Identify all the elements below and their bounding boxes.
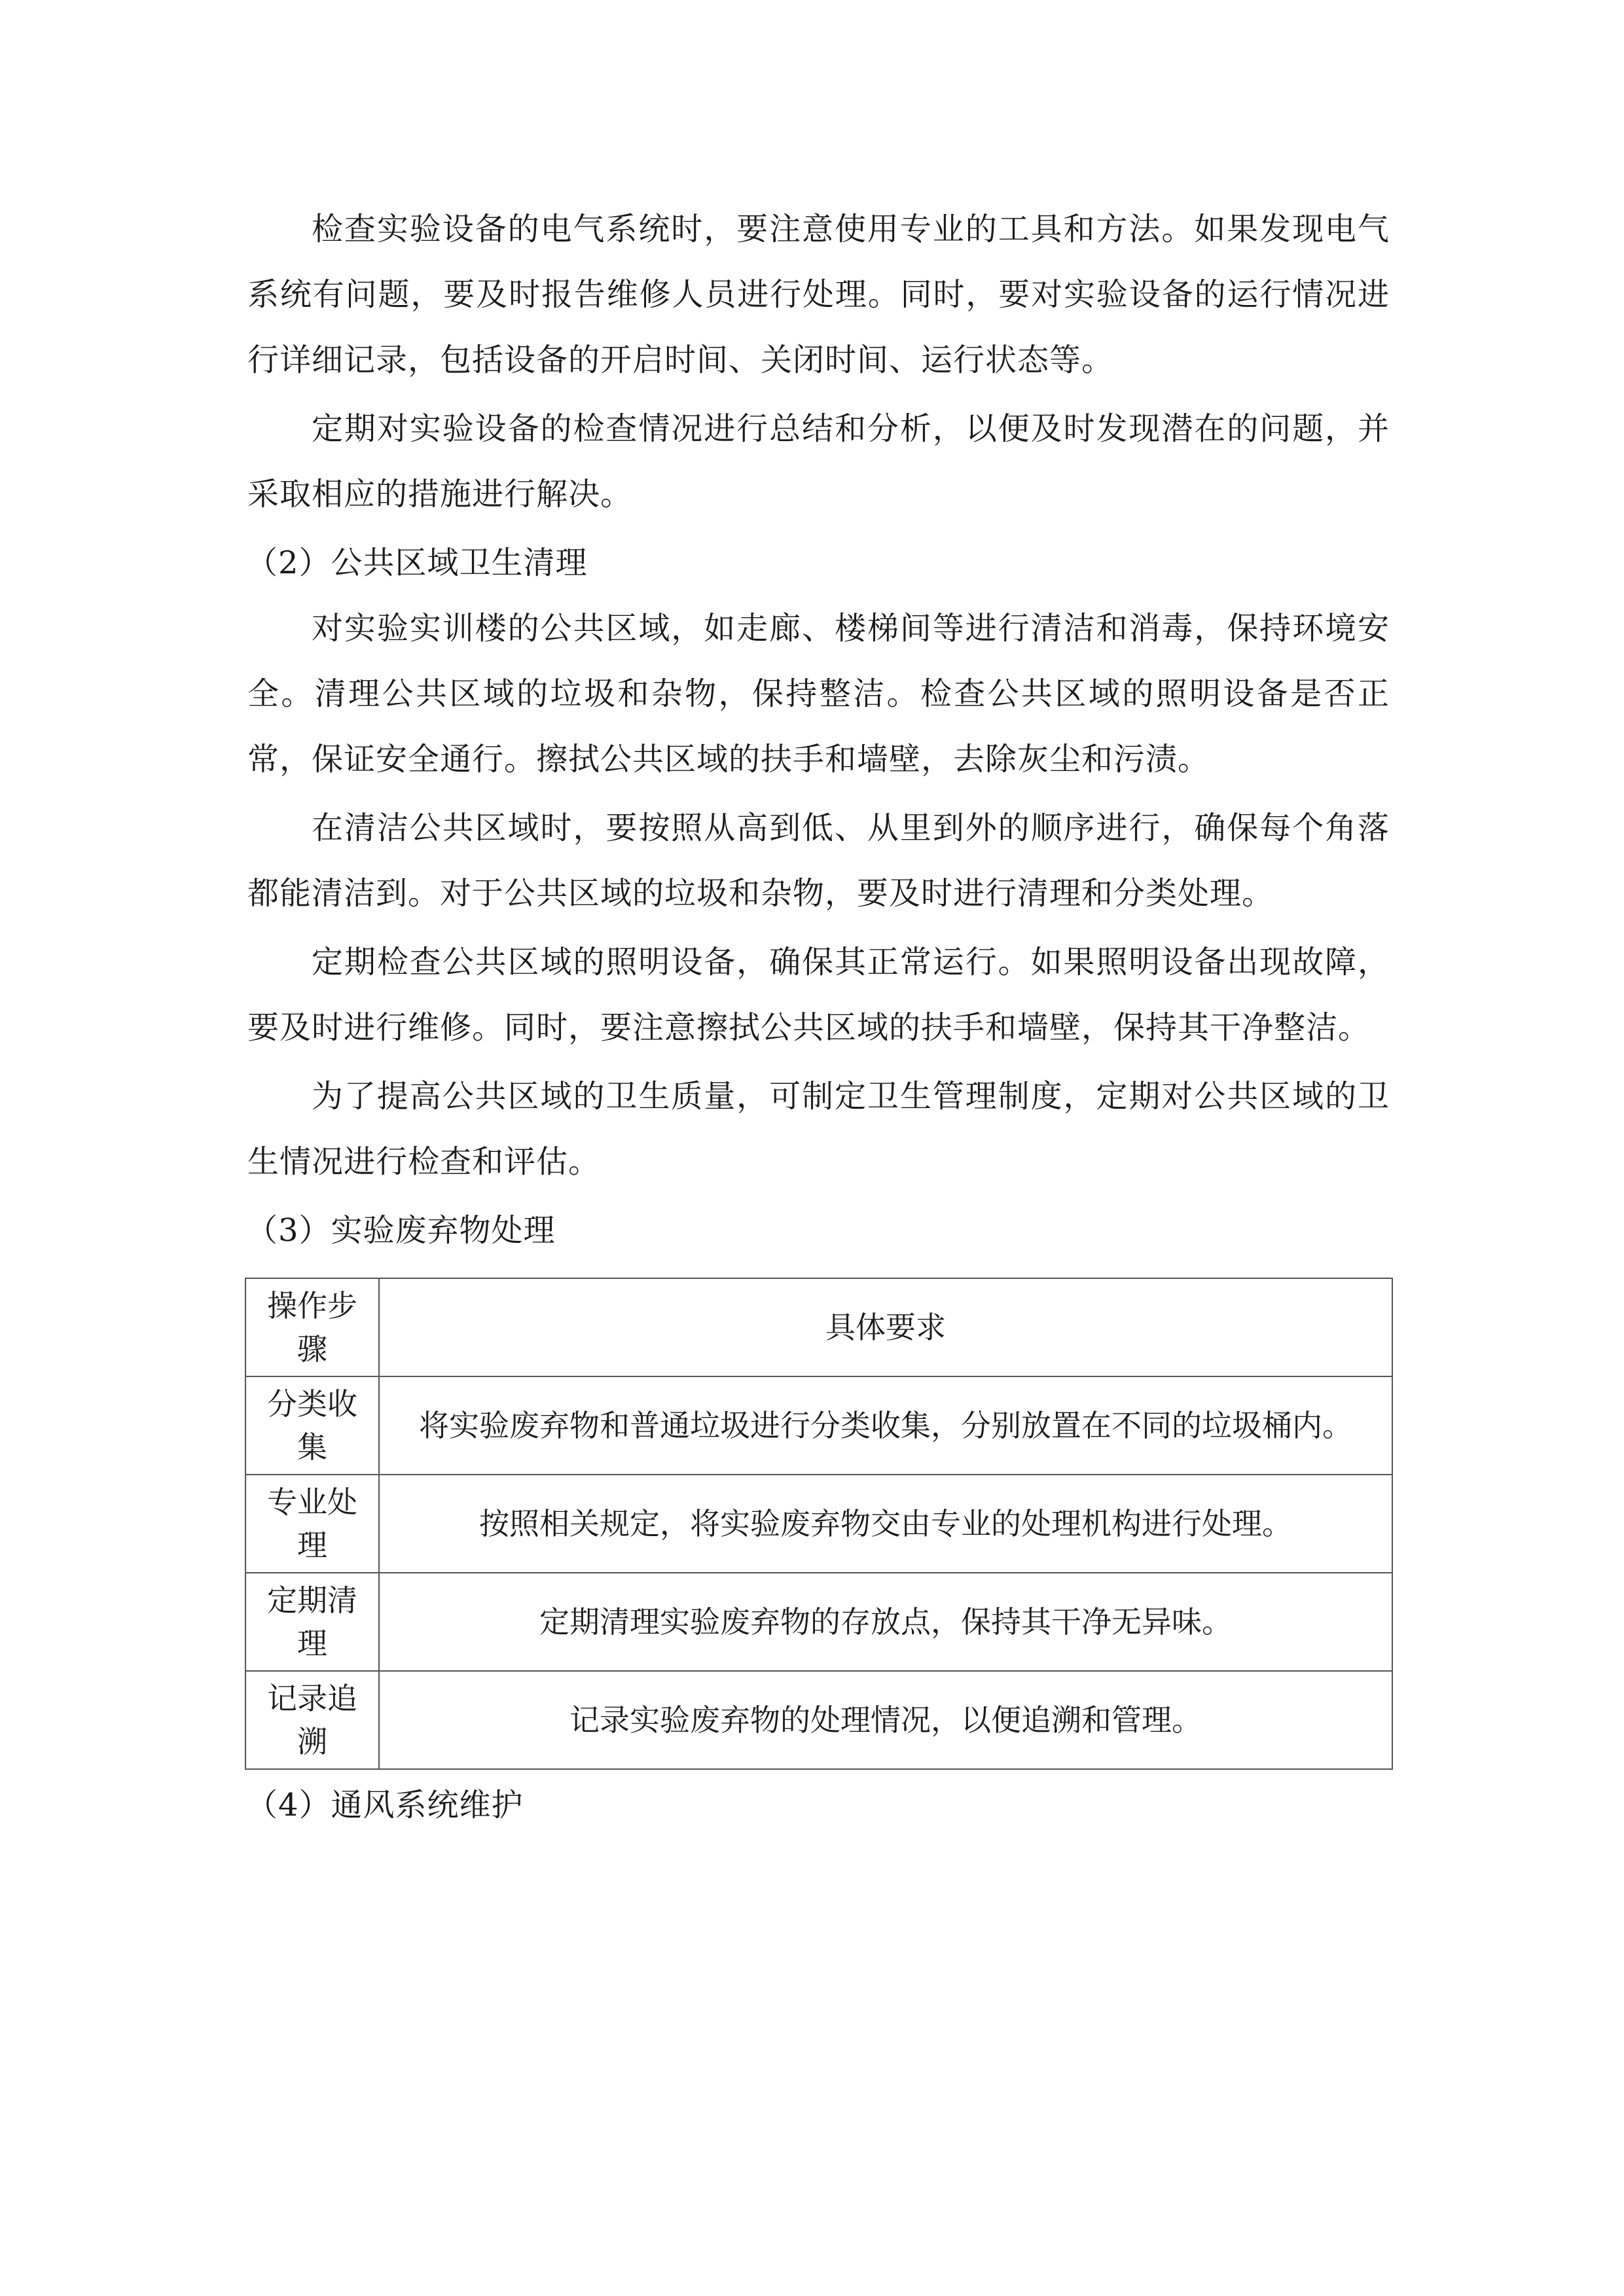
table-cell-requirement: 按照相关规定，将实验废弃物交由专业的处理机构进行处理。 xyxy=(379,1475,1392,1573)
section-heading-public-area: （2）公共区域卫生清理 xyxy=(246,545,588,581)
paragraph-public-area-cleaning: 对实验实训楼的公共区域，如走廊、楼梯间等进行清洁和消毒，保持环境安全。清理公共区域的垃圾和杂物，保持整洁。检查公共区域的照明设备是否正常，保证安全通行。擦拭公共区域的扶手和墙壁，去除灰尘和污渍。 xyxy=(247,610,1390,778)
table-row xyxy=(245,1671,1392,1769)
table-cell-requirement: 将实验废弃物和普通垃圾进行分类收集，分别放置在不同的垃圾桶内。 xyxy=(379,1376,1392,1475)
paragraph-hygiene-management: 为了提高公共区域的卫生质量，可制定卫生管理制度，定期对公共区域的卫生情况进行检查和评估。 xyxy=(247,1078,1390,1180)
paragraph-lighting-check: 定期检查公共区域的照明设备，确保其正常运行。如果照明设备出现故障，要及时进行维修。同时，要注意擦拭公共区域的扶手和墙壁，保持其干净整洁。 xyxy=(247,944,1390,1046)
table-cell-step: 分类收集 xyxy=(245,1376,379,1475)
table-header-row xyxy=(245,1278,1392,1376)
table-cell-step: 专业处理 xyxy=(245,1475,379,1573)
table-cell-step: 定期清理 xyxy=(245,1573,379,1671)
waste-disposal-table xyxy=(245,1278,1393,1770)
table-header-requirement: 具体要求 xyxy=(379,1278,1392,1376)
table-cell-requirement: 定期清理实验废弃物的存放点，保持其干净无异味。 xyxy=(379,1573,1392,1671)
table-header-step: 操作步骤 xyxy=(245,1278,379,1376)
paragraph-electrical-check: 检查实验设备的电气系统时，要注意使用专业的工具和方法。如果发现电气系统有问题，要及时报告维修人员进行处理。同时，要对实验设备的运行情况进行详细记录，包括设备的开启时间、关闭时间、运行状态等。 xyxy=(247,211,1390,378)
section-heading-ventilation: （4）通风系统维护 xyxy=(246,1787,524,1823)
table-row xyxy=(245,1376,1392,1475)
table-row xyxy=(245,1573,1392,1671)
document-page xyxy=(247,196,1390,1838)
paragraph-inspection-summary: 定期对实验设备的检查情况进行总结和分析，以便及时发现潜在的问题，并采取相应的措施进行解决。 xyxy=(247,410,1390,512)
section-heading-waste-disposal: （3）实验废弃物处理 xyxy=(246,1212,556,1249)
table-row xyxy=(245,1475,1392,1573)
waste-disposal-table-wrapper xyxy=(245,1278,1387,1770)
table-cell-requirement: 记录实验废弃物的处理情况，以便追溯和管理。 xyxy=(379,1671,1392,1769)
table-cell-step: 记录追溯 xyxy=(245,1671,379,1769)
paragraph-cleaning-order: 在清洁公共区域时，要按照从高到低、从里到外的顺序进行，确保每个角落都能清洁到。对于公共区域的垃圾和杂物，要及时进行清理和分类处理。 xyxy=(247,810,1390,912)
